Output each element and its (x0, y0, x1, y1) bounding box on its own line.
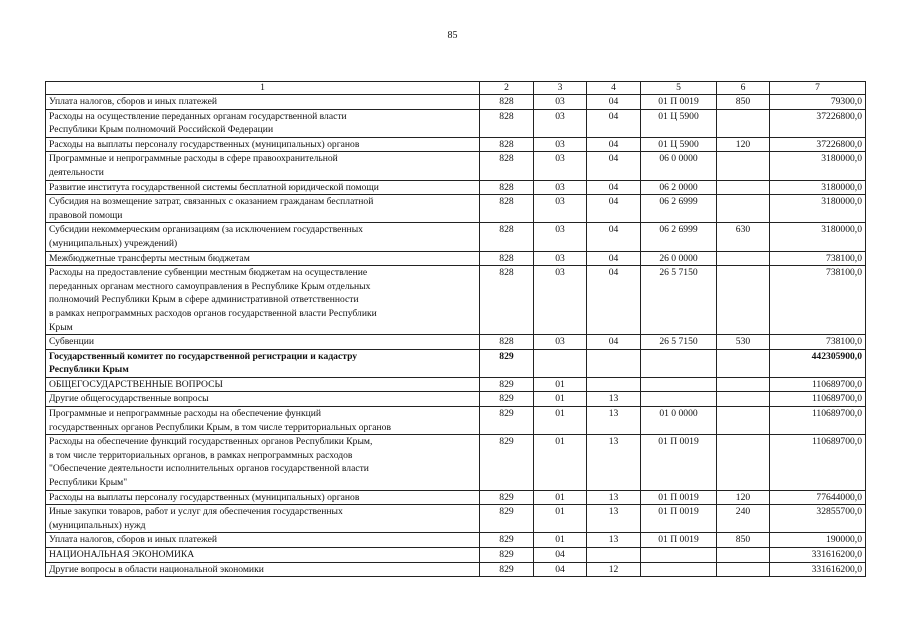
table-row (46, 435, 866, 490)
expense-name-cell: НАЦИОНАЛЬНАЯ ЭКОНОМИКА (46, 548, 480, 563)
table-row (46, 377, 866, 392)
target-article-cell: 01 П 0019 (641, 533, 717, 548)
section-code-cell: 01 (534, 407, 587, 435)
expense-type-cell: 850 (717, 95, 770, 110)
admin-code-cell: 829 (480, 435, 534, 490)
section-code-cell: 04 (534, 562, 587, 577)
target-article-cell: 01 Ц 5900 (641, 137, 717, 152)
target-article-cell (641, 349, 717, 377)
expense-name-cell: Расходы на выплаты персоналу государственных (муниципальных) органов (46, 137, 480, 152)
expense-name-cell: Другие вопросы в области национальной экономики (46, 562, 480, 577)
table-row (46, 490, 866, 505)
table-row (46, 223, 866, 251)
expense-type-cell (717, 562, 770, 577)
amount-cell: 738100,0 (770, 251, 866, 266)
expense-type-cell (717, 392, 770, 407)
section-code-cell: 01 (534, 377, 587, 392)
section-code-cell: 03 (534, 251, 587, 266)
expense-name-cell: Расходы на осуществление переданных органам государственной власти Республики Крым полномочий Российской Федерации (46, 109, 480, 137)
amount-cell: 110689700,0 (770, 392, 866, 407)
amount-cell: 442305900,0 (770, 349, 866, 377)
amount-cell: 331616200,0 (770, 548, 866, 563)
section-code-cell: 04 (534, 548, 587, 563)
expense-name-cell: Иные закупки товаров, работ и услуг для обеспечения государственных (муниципальных) нужд (46, 505, 480, 533)
section-code-cell: 03 (534, 335, 587, 350)
admin-code-cell: 829 (480, 562, 534, 577)
subsection-code-cell: 13 (587, 435, 641, 490)
table-row (46, 195, 866, 223)
amount-cell: 32855700,0 (770, 505, 866, 533)
page-number: 85 (447, 30, 458, 41)
expense-name-cell: Другие общегосударственные вопросы (46, 392, 480, 407)
table-row (46, 266, 866, 335)
target-article-cell: 01 П 0019 (641, 95, 717, 110)
admin-code-cell: 829 (480, 377, 534, 392)
subsection-code-cell: 13 (587, 533, 641, 548)
amount-cell: 37226800,0 (770, 109, 866, 137)
expense-type-cell: 120 (717, 490, 770, 505)
section-code-cell: 01 (534, 392, 587, 407)
amount-cell: 79300,0 (770, 95, 866, 110)
target-article-cell: 06 2 6999 (641, 223, 717, 251)
expense-name-cell: Межбюджетные трансферты местным бюджетам (46, 251, 480, 266)
section-code-cell: 03 (534, 109, 587, 137)
admin-code-cell: 828 (480, 223, 534, 251)
expense-type-cell: 850 (717, 533, 770, 548)
subsection-code-cell (587, 377, 641, 392)
target-article-cell: 01 П 0019 (641, 490, 717, 505)
target-article-cell: 06 2 0000 (641, 180, 717, 195)
admin-code-cell: 829 (480, 505, 534, 533)
header-col-3: 3 (534, 82, 587, 95)
expense-type-cell: 630 (717, 223, 770, 251)
section-code-cell: 01 (534, 435, 587, 490)
section-code-cell: 03 (534, 180, 587, 195)
table-row (46, 95, 866, 110)
section-code-cell: 03 (534, 95, 587, 110)
amount-cell: 3180000,0 (770, 152, 866, 180)
admin-code-cell: 828 (480, 137, 534, 152)
subsection-code-cell: 13 (587, 392, 641, 407)
admin-code-cell: 828 (480, 266, 534, 335)
admin-code-cell: 829 (480, 349, 534, 377)
target-article-cell: 26 0 0000 (641, 251, 717, 266)
amount-cell: 77644000,0 (770, 490, 866, 505)
expense-type-cell (717, 407, 770, 435)
amount-cell: 331616200,0 (770, 562, 866, 577)
subsection-code-cell: 04 (587, 223, 641, 251)
subsection-code-cell: 04 (587, 251, 641, 266)
expense-name-cell: Уплата налогов, сборов и иных платежей (46, 95, 480, 110)
amount-cell: 3180000,0 (770, 223, 866, 251)
admin-code-cell: 829 (480, 407, 534, 435)
target-article-cell: 01 П 0019 (641, 505, 717, 533)
expense-type-cell: 530 (717, 335, 770, 350)
subsection-code-cell: 13 (587, 490, 641, 505)
header-col-6: 6 (717, 82, 770, 95)
header-col-2: 2 (480, 82, 534, 95)
table-row (46, 505, 866, 533)
target-article-cell: 26 5 7150 (641, 266, 717, 335)
expense-name-cell: Субвенции (46, 335, 480, 350)
table-row (46, 407, 866, 435)
header-col-5: 5 (641, 82, 717, 95)
target-article-cell (641, 392, 717, 407)
table-row (46, 533, 866, 548)
table-body (46, 95, 866, 577)
section-code-cell: 03 (534, 137, 587, 152)
expense-name-cell: ОБЩЕГОСУДАРСТВЕННЫЕ ВОПРОСЫ (46, 377, 480, 392)
admin-code-cell: 828 (480, 335, 534, 350)
section-code-cell: 01 (534, 533, 587, 548)
section-code-cell: 01 (534, 490, 587, 505)
table-row (46, 335, 866, 350)
expense-name-cell: Субсидия на возмещение затрат, связанных с оказанием гражданам бесплатной правовой помощи (46, 195, 480, 223)
target-article-cell: 06 2 6999 (641, 195, 717, 223)
table-row (46, 109, 866, 137)
expense-type-cell (717, 548, 770, 563)
amount-cell: 37226800,0 (770, 137, 866, 152)
header-row (46, 82, 866, 95)
expense-type-cell (717, 109, 770, 137)
subsection-code-cell (587, 349, 641, 377)
table-row (46, 251, 866, 266)
expense-name-cell: Расходы на обеспечение функций государственных органов Республики Крым, в том числе территориальных органов, в рамках непрограммных расходов "Обеспечение деятельности исполнительных органов государственной власти Республики Крым" (46, 435, 480, 490)
amount-cell: 110689700,0 (770, 435, 866, 490)
header-col-7: 7 (770, 82, 866, 95)
header-col-4: 4 (587, 82, 641, 95)
admin-code-cell: 829 (480, 490, 534, 505)
target-article-cell: 01 П 0019 (641, 435, 717, 490)
budget-table (45, 81, 866, 577)
admin-code-cell: 828 (480, 95, 534, 110)
expense-type-cell (717, 349, 770, 377)
expense-name-cell: Развитие института государственной системы бесплатной юридической помощи (46, 180, 480, 195)
admin-code-cell: 828 (480, 152, 534, 180)
expense-type-cell: 120 (717, 137, 770, 152)
expense-type-cell (717, 377, 770, 392)
admin-code-cell: 829 (480, 548, 534, 563)
subsection-code-cell: 04 (587, 137, 641, 152)
subsection-code-cell: 04 (587, 180, 641, 195)
expense-type-cell (717, 251, 770, 266)
amount-cell: 190000,0 (770, 533, 866, 548)
amount-cell: 738100,0 (770, 335, 866, 350)
section-code-cell: 03 (534, 223, 587, 251)
expense-type-cell (717, 180, 770, 195)
section-code-cell: 03 (534, 152, 587, 180)
target-article-cell (641, 562, 717, 577)
subsection-code-cell: 04 (587, 266, 641, 335)
expense-type-cell: 240 (717, 505, 770, 533)
table-row (46, 137, 866, 152)
subsection-code-cell (587, 548, 641, 563)
admin-code-cell: 829 (480, 533, 534, 548)
expense-name-cell: Государственный комитет по государственной регистрации и кадастру Республики Крым (46, 349, 480, 377)
admin-code-cell: 828 (480, 180, 534, 195)
subsection-code-cell: 12 (587, 562, 641, 577)
section-code-cell: 03 (534, 266, 587, 335)
table-row (46, 349, 866, 377)
admin-code-cell: 828 (480, 251, 534, 266)
table-row (46, 562, 866, 577)
amount-cell: 3180000,0 (770, 195, 866, 223)
amount-cell: 110689700,0 (770, 407, 866, 435)
expense-name-cell: Программные и непрограммные расходы на обеспечение функций государственных органов Республики Крым, в том числе территориальных органов (46, 407, 480, 435)
expense-name-cell: Программные и непрограммные расходы в сфере правоохранительной деятельности (46, 152, 480, 180)
expense-name-cell: Расходы на предоставление субвенции местным бюджетам на осуществление переданных органам местного самоуправления в Республике Крым отдельных полномочий Республики Крым в сфере административной ответственности в рамках непрограммных расходов органов государственной власти Республики Крым (46, 266, 480, 335)
section-code-cell (534, 349, 587, 377)
amount-cell: 3180000,0 (770, 180, 866, 195)
subsection-code-cell: 13 (587, 407, 641, 435)
header-col-1: 1 (46, 82, 480, 95)
table-row (46, 548, 866, 563)
subsection-code-cell: 04 (587, 335, 641, 350)
target-article-cell: 01 0 0000 (641, 407, 717, 435)
section-code-cell: 03 (534, 195, 587, 223)
expense-name-cell: Расходы на выплаты персоналу государственных (муниципальных) органов (46, 490, 480, 505)
subsection-code-cell: 04 (587, 195, 641, 223)
subsection-code-cell: 04 (587, 95, 641, 110)
amount-cell: 110689700,0 (770, 377, 866, 392)
table-row (46, 392, 866, 407)
target-article-cell (641, 377, 717, 392)
admin-code-cell: 828 (480, 109, 534, 137)
table-row (46, 180, 866, 195)
expense-name-cell: Субсидии некоммерческим организациям (за исключением государственных (муниципальных) учреждений) (46, 223, 480, 251)
subsection-code-cell: 04 (587, 152, 641, 180)
expense-type-cell (717, 152, 770, 180)
target-article-cell: 06 0 0000 (641, 152, 717, 180)
expense-name-cell: Уплата налогов, сборов и иных платежей (46, 533, 480, 548)
subsection-code-cell: 04 (587, 109, 641, 137)
target-article-cell: 26 5 7150 (641, 335, 717, 350)
expense-type-cell (717, 435, 770, 490)
amount-cell: 738100,0 (770, 266, 866, 335)
subsection-code-cell: 13 (587, 505, 641, 533)
target-article-cell (641, 548, 717, 563)
expense-type-cell (717, 195, 770, 223)
admin-code-cell: 828 (480, 195, 534, 223)
admin-code-cell: 829 (480, 392, 534, 407)
expense-type-cell (717, 266, 770, 335)
table-row (46, 152, 866, 180)
target-article-cell: 01 Ц 5900 (641, 109, 717, 137)
section-code-cell: 01 (534, 505, 587, 533)
